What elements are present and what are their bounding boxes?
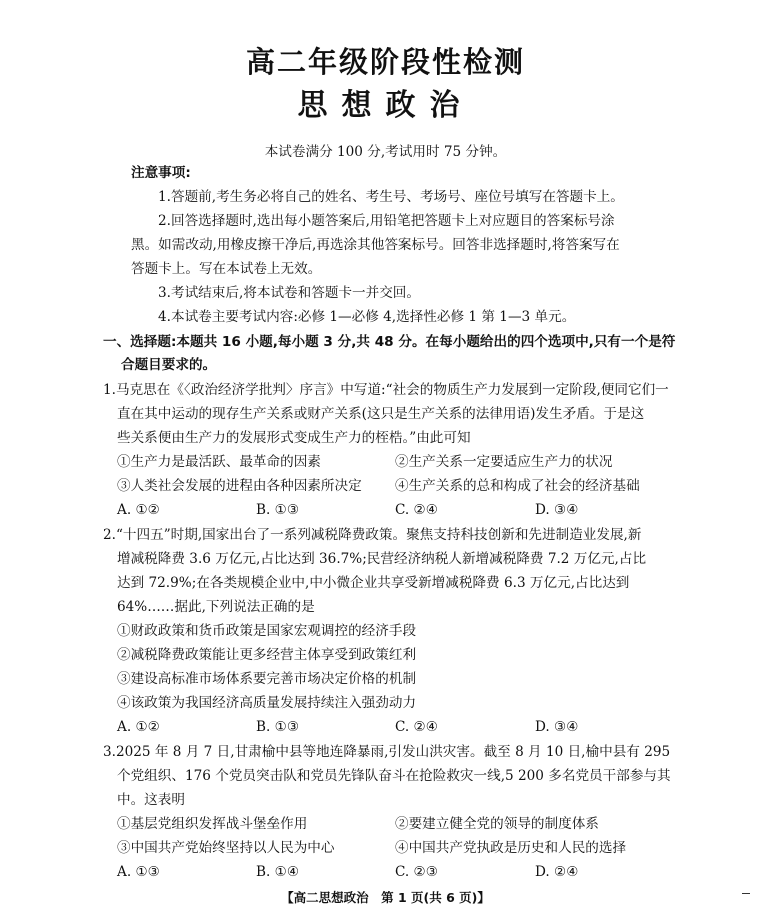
q1-statement-4: ④生产关系的总和构成了社会的经济基础 (395, 478, 640, 494)
q3-option-d: D. ②④ (535, 864, 579, 880)
q3-stem-line: 个党组织、176 个党员突击队和党员先锋队奋斗在抢险救灾一线,5 200 多名党员干部参与其 (117, 768, 671, 784)
q2-stem-line: 达到 72.9%;在各类规模企业中,中小微企业共享受新增减税降费 6.3 万亿元,占比达到 (117, 575, 630, 591)
section-heading: 一、选择题:本题共 16 小题,每小题 3 分,共 48 分。在每小题给出的四个选项中,只有一个是符 (103, 334, 676, 350)
note-item: 4.本试卷主要考试内容:必修 1—必修 4,选择性必修 1 第 1—3 单元。 (158, 309, 576, 325)
q1-option-d: D. ③④ (535, 502, 579, 518)
q3-statement-1: ①基层党组织发挥战斗堡垒作用 (117, 816, 308, 832)
q2-stem-line: 2.“十四五”时期,国家出台了一系列减税降费政策。聚焦支持科技创新和先进制造业发展,新 (103, 527, 642, 543)
note-item: 答题卡上。写在本试卷上无效。 (131, 261, 322, 277)
q1-option-b: B. ①③ (256, 502, 300, 518)
q2-option-c: C. ②④ (395, 719, 438, 735)
subject-title: 思想政治 (297, 88, 474, 123)
exam-title: 高二年级阶段性检测 (245, 45, 525, 79)
q2-statement-2: ②减税降费政策能让更多经营主体享受到政策红利 (117, 647, 417, 663)
q3-stem-line: 3.2025 年 8 月 7 日,甘肃榆中县等地连降暴雨,引发山洪灾害。截至 8 月 10 日,榆中县有 295 (103, 744, 671, 760)
q1-statement-3: ③人类社会发展的进程由各种因素所决定 (117, 478, 362, 494)
q1-stem-line: 直在其中运动的现存生产关系或财产关系(这只是生产关系的法律用语)发生矛盾。于是这 (117, 406, 645, 422)
q2-stem-line: 增减税降费 3.6 万亿元,占比达到 36.7%;民营经济纳税人新增减税降费 7.2 万亿元,占比 (117, 551, 647, 567)
q2-statement-1: ①财政政策和货币政策是国家宏观调控的经济手段 (117, 623, 417, 639)
q3-stem-line: 中。这表明 (117, 792, 185, 808)
q1-statement-1: ①生产力是最活跃、最革命的因素 (117, 454, 321, 470)
q2-statement-3: ③建设高标准市场体系要完善市场决定价格的机制 (117, 671, 417, 687)
page-footer: 【高二思想政治 第 1 页(共 6 页)】 (281, 890, 490, 905)
note-item: 2.回答选择题时,选出每小题答案后,用铅笔把答题卡上对应题目的答案标号涂 (158, 213, 615, 229)
q2-option-b: B. ①③ (256, 719, 300, 735)
q1-option-a: A. ①② (117, 502, 160, 518)
note-item: 黑。如需改动,用橡皮擦干净后,再选涂其他答案标号。回答非选择题时,将答案写在 (131, 237, 620, 253)
q3-statement-4: ④中国共产党执政是历史和人民的选择 (395, 840, 627, 856)
q1-option-c: C. ②④ (395, 502, 438, 518)
note-item: 3.考试结束后,将本试卷和答题卡一并交回。 (158, 285, 420, 301)
note-item: 1.答题前,考生务必将自己的姓名、考生号、考场号、座位号填写在答题卡上。 (158, 189, 624, 205)
q2-option-a: A. ①② (117, 719, 160, 735)
section-heading-cont: 合题目要求的。 (121, 357, 217, 373)
notes-heading: 注意事项: (131, 165, 191, 181)
exam-info: 本试卷满分 100 分,考试用时 75 分钟。 (264, 144, 507, 160)
q3-statement-3: ③中国共产党始终坚持以人民为中心 (117, 840, 335, 856)
q3-option-a: A. ①③ (117, 864, 160, 880)
q1-statement-2: ②生产关系一定要适应生产力的状况 (395, 454, 613, 470)
q2-stem-line: 64%……据此,下列说法正确的是 (117, 599, 315, 615)
q2-statement-4: ④该政策为我国经济高质量发展持续注入强劲动力 (117, 695, 417, 711)
q3-statement-2: ②要建立健全党的领导的制度体系 (395, 816, 599, 832)
q1-stem-line: 1.马克思在《〈政治经济学批判〉序言》中写道:“社会的物质生产力发展到一定阶段,便同它们一 (103, 382, 669, 398)
q3-option-b: B. ①④ (256, 864, 300, 880)
q3-option-c: C. ②③ (395, 864, 438, 880)
corner-mark (742, 893, 750, 894)
q1-stem-line: 些关系便由生产力的发展形式变成生产力的桎梏。”由此可知 (117, 430, 471, 446)
q2-option-d: D. ③④ (535, 719, 579, 735)
